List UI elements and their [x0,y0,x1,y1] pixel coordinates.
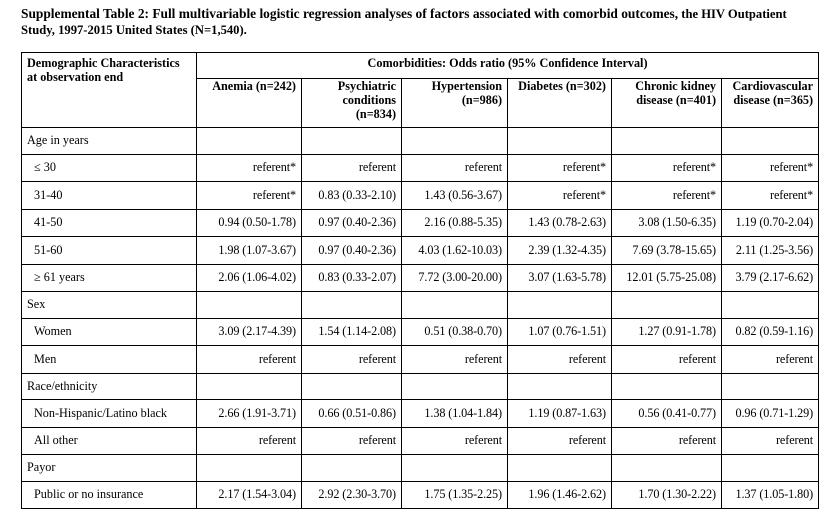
odds-ratio-cell: referent* [508,154,612,182]
empty-cell [612,292,722,319]
empty-cell [197,128,302,155]
odds-ratio-cell: 0.66 (0.51-0.86) [302,400,402,428]
odds-ratio-cell: referent [402,427,508,455]
odds-ratio-cell: referent [508,427,612,455]
table-row [22,154,819,182]
empty-cell [302,292,402,319]
empty-cell [197,292,302,319]
empty-cell [402,373,508,400]
row-label: Men [22,346,197,374]
caption-rest: the HIV Outpatient Study, 1997-2015 United States (N=1,540). [21,7,787,37]
section-label: Race/ethnicity [22,373,197,400]
odds-ratio-cell: referent [508,346,612,374]
odds-ratio-cell: 1.70 (1.30-2.22) [612,481,722,509]
row-label: Non-Hispanic/Latino black [22,400,197,428]
odds-ratio-cell: 4.03 (1.62-10.03) [402,237,508,265]
odds-ratio-cell: 3.08 (1.50-6.35) [612,209,722,237]
row-label: ≤ 30 [22,154,197,182]
empty-cell [402,292,508,319]
section-label: Payor [22,455,197,482]
empty-cell [508,128,612,155]
odds-ratio-cell: 1.37 (1.05-1.80) [722,481,819,509]
empty-cell [302,373,402,400]
row-label: 41-50 [22,209,197,237]
odds-ratio-cell: referent [302,154,402,182]
empty-cell [508,455,612,482]
empty-cell [508,373,612,400]
caption-main: Supplemental Table 2: Full multivariable logistic regression analyses of factors associated with comorbid outcomes, [21,6,679,21]
odds-ratio-cell: 0.51 (0.38-0.70) [402,318,508,346]
odds-ratio-cell: 2.16 (0.88-5.35) [402,209,508,237]
odds-ratio-cell: 0.97 (0.40-2.36) [302,237,402,265]
odds-ratio-cell: 1.07 (0.76-1.51) [508,318,612,346]
odds-ratio-cell: 0.83 (0.33-2.10) [302,182,402,210]
odds-ratio-cell: 2.11 (1.25-3.56) [722,237,819,265]
odds-ratio-cell: referent [722,346,819,374]
empty-cell [197,373,302,400]
row-label: ≥ 61 years [22,264,197,292]
table-row [22,427,819,455]
odds-ratio-cell: 0.94 (0.50-1.78) [197,209,302,237]
empty-cell [302,455,402,482]
section-label: Age in years [22,128,197,155]
odds-ratio-cell: 12.01 (5.75-25.08) [612,264,722,292]
odds-ratio-cell: 7.69 (3.78-15.65) [612,237,722,265]
empty-cell [402,455,508,482]
empty-cell [722,455,819,482]
empty-cell [302,128,402,155]
table-row [22,209,819,237]
odds-ratio-cell: 2.92 (2.30-3.70) [302,481,402,509]
odds-ratio-cell: referent [302,427,402,455]
header-psychiatric: Psychiatric conditions (n=834) [302,79,402,128]
odds-ratio-cell: referent [402,154,508,182]
table-body [22,128,819,509]
odds-ratio-cell: referent [402,346,508,374]
row-label: 51-60 [22,237,197,265]
odds-ratio-cell: referent* [722,154,819,182]
section-row [22,455,819,482]
odds-ratio-cell: 1.98 (1.07-3.67) [197,237,302,265]
odds-ratio-cell: 3.79 (2.17-6.62) [722,264,819,292]
table-row [22,400,819,428]
odds-ratio-cell: referent [197,346,302,374]
odds-ratio-cell: referent [302,346,402,374]
odds-ratio-cell: 1.27 (0.91-1.78) [612,318,722,346]
odds-ratio-cell: 0.83 (0.33-2.07) [302,264,402,292]
header-hypertension: Hypertension (n=986) [402,79,508,128]
odds-ratio-cell: 2.39 (1.32-4.35) [508,237,612,265]
odds-ratio-cell: referent [612,427,722,455]
odds-ratio-cell: 0.56 (0.41-0.77) [612,400,722,428]
section-label: Sex [22,292,197,319]
empty-cell [612,373,722,400]
odds-ratio-cell: 2.66 (1.91-3.71) [197,400,302,428]
odds-ratio-cell: referent [197,427,302,455]
empty-cell [722,128,819,155]
section-row [22,128,819,155]
row-label: Women [22,318,197,346]
table-row [22,346,819,374]
odds-ratio-cell: 3.09 (2.17-4.39) [197,318,302,346]
table-row [22,182,819,210]
empty-cell [722,292,819,319]
header-diabetes: Diabetes (n=302) [508,79,612,128]
odds-ratio-cell: 1.19 (0.87-1.63) [508,400,612,428]
odds-ratio-cell: referent* [612,154,722,182]
odds-ratio-cell: 1.38 (1.04-1.84) [402,400,508,428]
odds-ratio-cell: referent* [197,154,302,182]
header-cardiovascular: Cardiovascular disease (n=365) [722,79,819,128]
section-row [22,373,819,400]
odds-ratio-cell: 0.97 (0.40-2.36) [302,209,402,237]
odds-ratio-cell: 0.82 (0.59-1.16) [722,318,819,346]
table-row [22,481,819,509]
odds-ratio-cell: referent [722,427,819,455]
odds-ratio-cell: 2.06 (1.06-4.02) [197,264,302,292]
empty-cell [402,128,508,155]
table-row [22,237,819,265]
section-row [22,292,819,319]
row-label: Public or no insurance [22,481,197,509]
empty-cell [612,128,722,155]
odds-ratio-cell: referent* [508,182,612,210]
odds-ratio-cell: 1.43 (0.56-3.67) [402,182,508,210]
header-demographics: Demographic Characteristics at observation end [22,53,197,128]
regression-table [21,52,819,509]
header-anemia: Anemia (n=242) [197,79,302,128]
odds-ratio-cell: referent* [612,182,722,210]
empty-cell [508,292,612,319]
odds-ratio-cell: 1.19 (0.70-2.04) [722,209,819,237]
odds-ratio-cell: referent* [722,182,819,210]
odds-ratio-cell: 2.17 (1.54-3.04) [197,481,302,509]
header-chronic-kidney: Chronic kidney disease (n=401) [612,79,722,128]
table-row [22,318,819,346]
empty-cell [722,373,819,400]
odds-ratio-cell: referent* [197,182,302,210]
odds-ratio-cell: 1.96 (1.46-2.62) [508,481,612,509]
odds-ratio-cell: 3.07 (1.63-5.78) [508,264,612,292]
odds-ratio-cell: referent [612,346,722,374]
odds-ratio-cell: 1.75 (1.35-2.25) [402,481,508,509]
odds-ratio-cell: 0.96 (0.71-1.29) [722,400,819,428]
table-row [22,264,819,292]
header-comorbidities-group: Comorbidities: Odds ratio (95% Confidence Interval) [197,53,819,79]
row-label: 31-40 [22,182,197,210]
odds-ratio-cell: 7.72 (3.00-20.00) [402,264,508,292]
empty-cell [612,455,722,482]
empty-cell [197,455,302,482]
table-caption [21,6,821,38]
odds-ratio-cell: 1.43 (0.78-2.63) [508,209,612,237]
row-label: All other [22,427,197,455]
odds-ratio-cell: 1.54 (1.14-2.08) [302,318,402,346]
